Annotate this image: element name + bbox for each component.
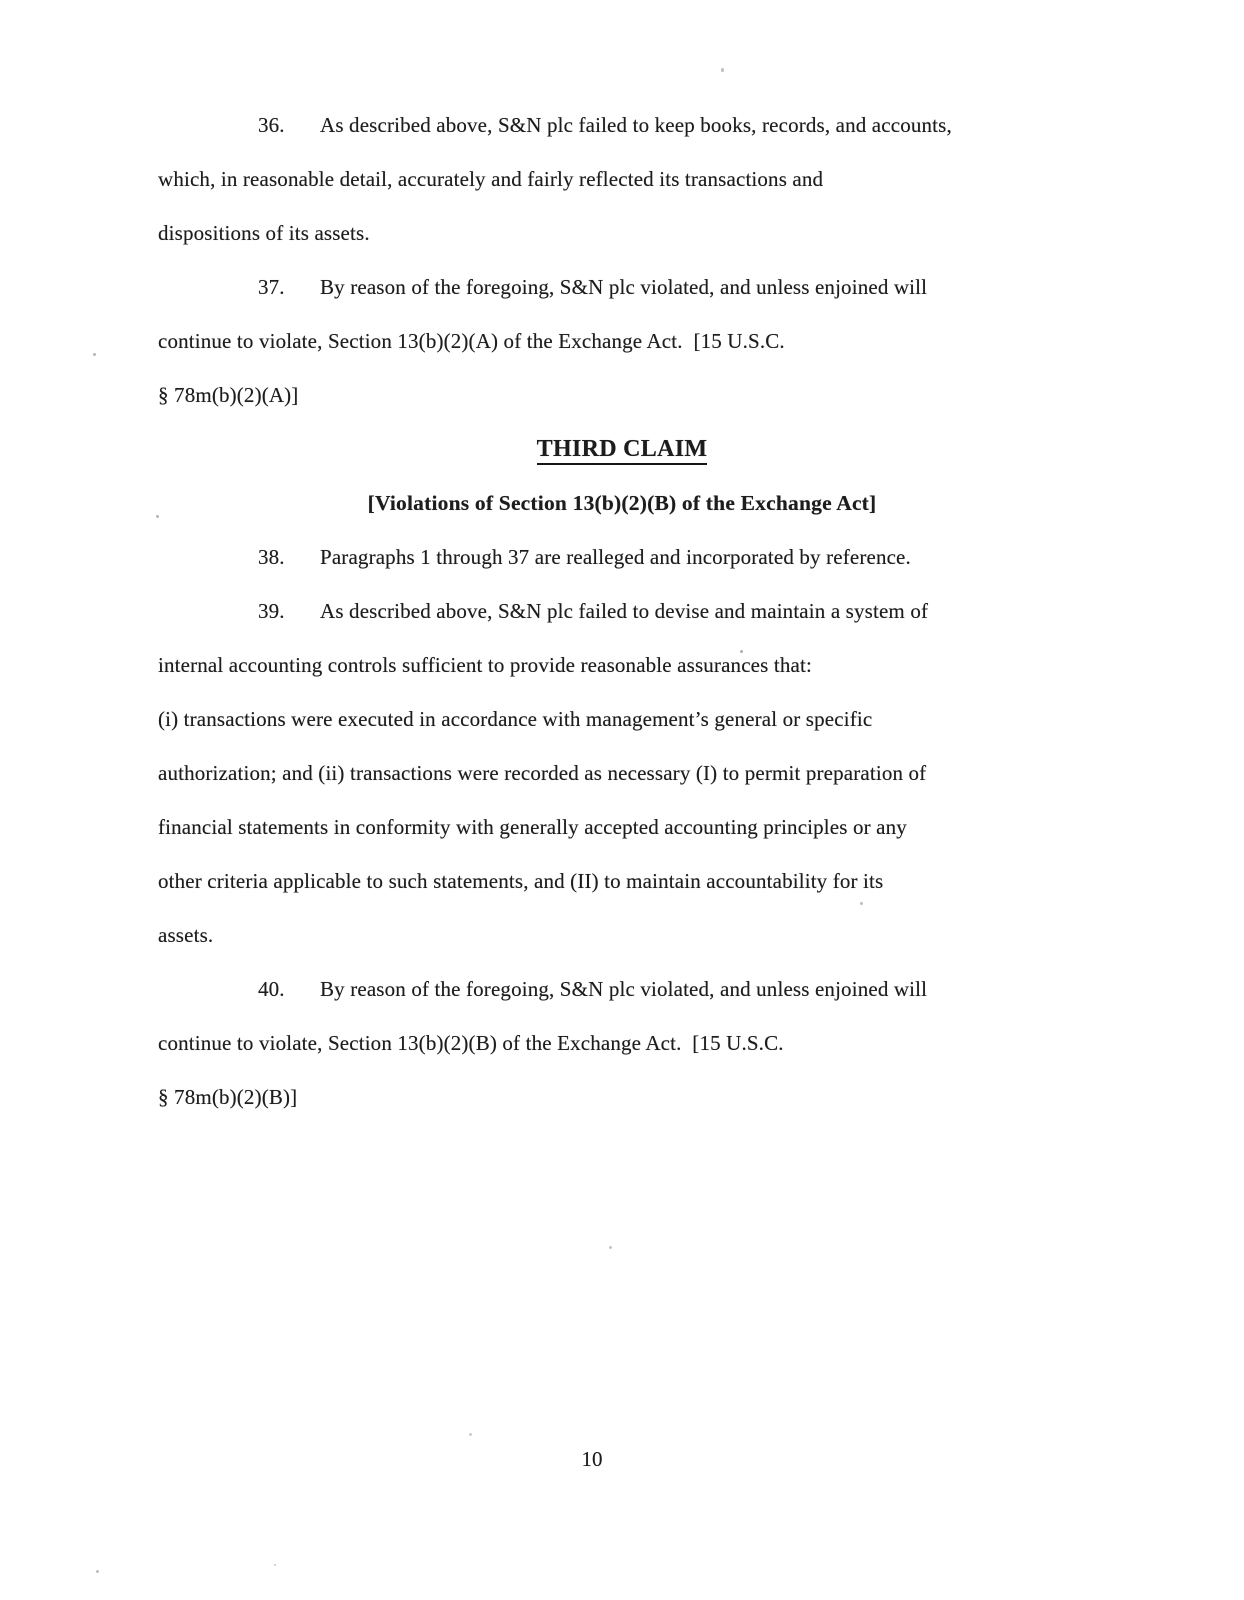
paragraph-40-number: 40. <box>258 977 285 1001</box>
paragraph-38-number: 38. <box>258 545 285 569</box>
paragraph-39-line-3: (i) transactions were executed in accordance with management’s general or specific <box>158 707 873 731</box>
claim-heading-row <box>0 422 1244 476</box>
paragraph-36-first-line <box>158 98 1026 152</box>
scan-speck <box>860 902 863 905</box>
paragraph-36-line-2: which, in reasonable detail, accurately and fairly reflected its transactions and <box>158 167 824 191</box>
scan-speck <box>609 1246 612 1249</box>
paragraph-39-first-line <box>158 584 1026 638</box>
paragraph-37-text: By reason of the foregoing, S&N plc violated, and unless enjoined will <box>320 275 928 299</box>
scan-speck <box>740 650 743 653</box>
paragraph-39-number: 39. <box>258 599 285 623</box>
paragraph-39-line-4: authorization; and (ii) transactions were recorded as necessary (I) to permit preparation of <box>158 761 927 785</box>
page-number: 10 <box>581 1447 603 1471</box>
paragraph-38-first-line <box>158 530 1026 584</box>
paragraph-39-line-7: assets. <box>158 923 214 947</box>
claim-title: THIRD CLAIM <box>537 436 708 465</box>
paragraph-37-line-2: continue to violate, Section 13(b)(2)(A) of the Exchange Act. [15 U.S.C. <box>158 329 785 353</box>
scan-speck <box>721 68 724 72</box>
paragraph-40-text: By reason of the foregoing, S&N plc violated, and unless enjoined will <box>320 977 928 1001</box>
paragraph-39-line-5: financial statements in conformity with generally accepted accounting principles or any <box>158 815 907 839</box>
paragraph-36-text: As described above, S&N plc failed to keep books, records, and accounts, <box>320 113 952 137</box>
paragraph-36-number: 36. <box>258 113 285 137</box>
paragraph-37-line-3: § 78m(b)(2)(A)] <box>158 383 299 407</box>
paragraph-40-line-3: § 78m(b)(2)(B)] <box>158 1085 298 1109</box>
paragraph-39-text: As described above, S&N plc failed to devise and maintain a system of <box>320 599 929 623</box>
paragraph-39-line-2: internal accounting controls sufficient to provide reasonable assurances that: <box>158 653 812 677</box>
paragraph-36-line-3: dispositions of its assets. <box>158 221 370 245</box>
paragraph-39-line-6: other criteria applicable to such statements, and (II) to maintain accountability for its <box>158 869 884 893</box>
claim-subtitle: [Violations of Section 13(b)(2)(B) of the Exchange Act] <box>367 491 877 515</box>
scan-speck <box>96 1570 99 1573</box>
paragraph-38-text: Paragraphs 1 through 37 are realleged and incorporated by reference. <box>320 545 911 569</box>
paragraph-37-first-line <box>158 260 1026 314</box>
scan-speck <box>93 353 96 356</box>
paragraph-40-line-2: continue to violate, Section 13(b)(2)(B) of the Exchange Act. [15 U.S.C. <box>158 1031 784 1055</box>
paragraph-40-first-line <box>158 962 1026 1016</box>
paragraph-37-number: 37. <box>258 275 285 299</box>
document-body <box>158 0 1026 1124</box>
scan-speck <box>156 515 159 518</box>
claim-subheading-row <box>0 476 1244 530</box>
scan-speck <box>469 1433 472 1436</box>
scan-speck <box>274 1564 276 1566</box>
